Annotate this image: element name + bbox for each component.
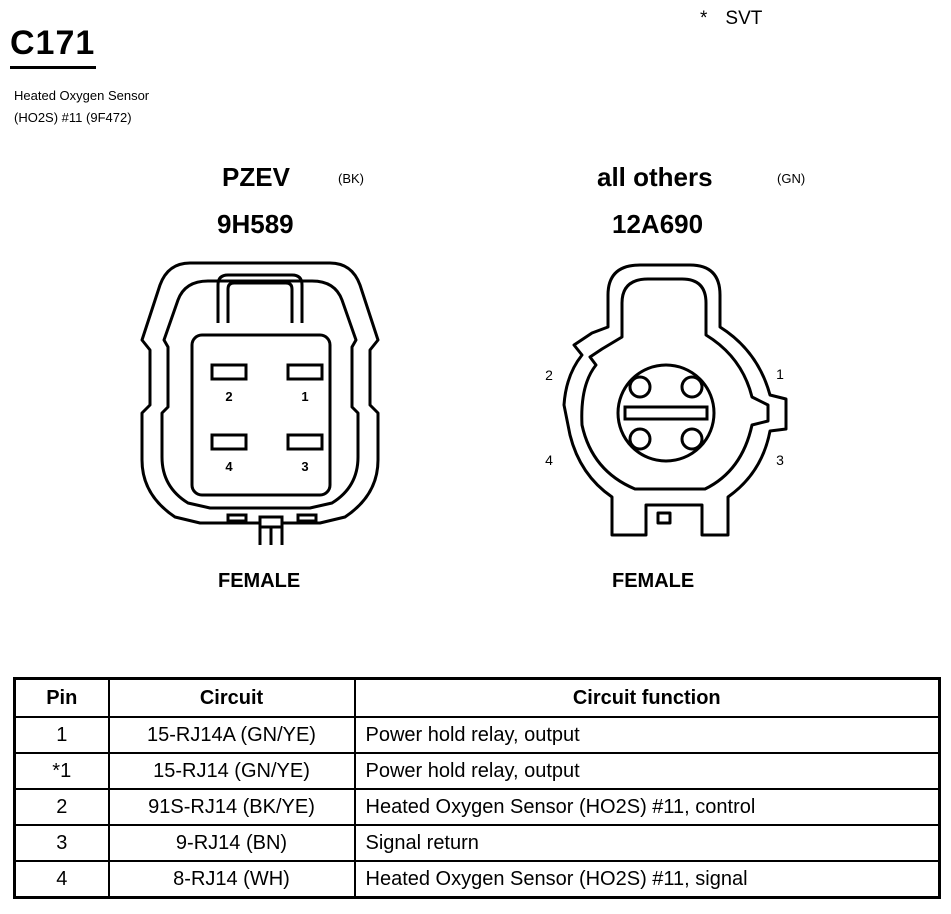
other-pin-label: 4 — [545, 452, 553, 468]
pzev-gender-label: FEMALE — [218, 570, 301, 592]
other-color-code: (GN) — [777, 171, 806, 186]
connector-id: C171 — [10, 24, 96, 62]
other-pin-2-terminal — [630, 377, 650, 397]
pin-cell: 1 — [15, 717, 109, 753]
other-part-number: 12A690 — [612, 209, 704, 239]
pin-cell: 4 — [15, 861, 109, 898]
circuit-cell: 8-RJ14 (WH) — [109, 861, 355, 898]
pzev-pin-label: 1 — [301, 389, 309, 404]
other-pin-label: 1 — [776, 366, 784, 382]
pzev-connector-face-diagram — [120, 255, 400, 555]
other-connector-title: all others — [597, 162, 713, 192]
svt-label: SVT — [725, 8, 763, 29]
pzev-pin-4-terminal — [212, 435, 246, 449]
connector-description-line2: (HO2S) #11 (9F472) — [14, 110, 132, 125]
circuit-function-column-header: Circuit function — [355, 679, 940, 718]
pin-cell: 2 — [15, 789, 109, 825]
other-pin-label: 3 — [776, 452, 784, 468]
table-header-row — [15, 679, 940, 718]
pzev-color-code: (BK) — [338, 171, 364, 186]
pzev-pin-2-terminal — [212, 365, 246, 379]
pin-cell: 3 — [15, 825, 109, 861]
other-pin-label: 2 — [545, 367, 553, 383]
circuit-cell: 9-RJ14 (BN) — [109, 825, 355, 861]
svt-asterisk: * — [700, 8, 708, 29]
table-row — [15, 825, 940, 861]
pzev-part-number: 9H589 — [217, 209, 294, 239]
pzev-pin-label: 2 — [225, 389, 233, 404]
connector-id-underline — [10, 66, 96, 69]
pzev-pin-label: 4 — [225, 459, 233, 474]
circuit-cell: 15-RJ14A (GN/YE) — [109, 717, 355, 753]
other-pin-3-terminal — [682, 429, 702, 449]
function-cell: Signal return — [355, 825, 940, 861]
function-cell: Heated Oxygen Sensor (HO2S) #11, signal — [355, 861, 940, 898]
table-row — [15, 753, 940, 789]
other-pin-4-terminal — [630, 429, 650, 449]
pzev-connector-title: PZEV — [222, 162, 290, 192]
function-cell: Power hold relay, output — [355, 717, 940, 753]
other-connector-face-diagram — [530, 265, 800, 540]
table-row — [15, 717, 940, 753]
table-row — [15, 789, 940, 825]
circuit-cell: 15-RJ14 (GN/YE) — [109, 753, 355, 789]
circuit-column-header: Circuit — [109, 679, 355, 718]
pzev-pin-3-terminal — [288, 435, 322, 449]
pin-column-header: Pin — [15, 679, 109, 718]
other-gender-label: FEMALE — [612, 570, 695, 592]
pin-circuit-table — [13, 677, 941, 899]
pin-cell: *1 — [15, 753, 109, 789]
table-row — [15, 861, 940, 898]
circuit-cell: 91S-RJ14 (BK/YE) — [109, 789, 355, 825]
connector-description-line1: Heated Oxygen Sensor — [14, 88, 150, 103]
function-cell: Heated Oxygen Sensor (HO2S) #11, control — [355, 789, 940, 825]
function-cell: Power hold relay, output — [355, 753, 940, 789]
other-pin-1-terminal — [682, 377, 702, 397]
pzev-pin-label: 3 — [301, 459, 309, 474]
pzev-pin-1-terminal — [288, 365, 322, 379]
svt-note — [700, 8, 762, 30]
